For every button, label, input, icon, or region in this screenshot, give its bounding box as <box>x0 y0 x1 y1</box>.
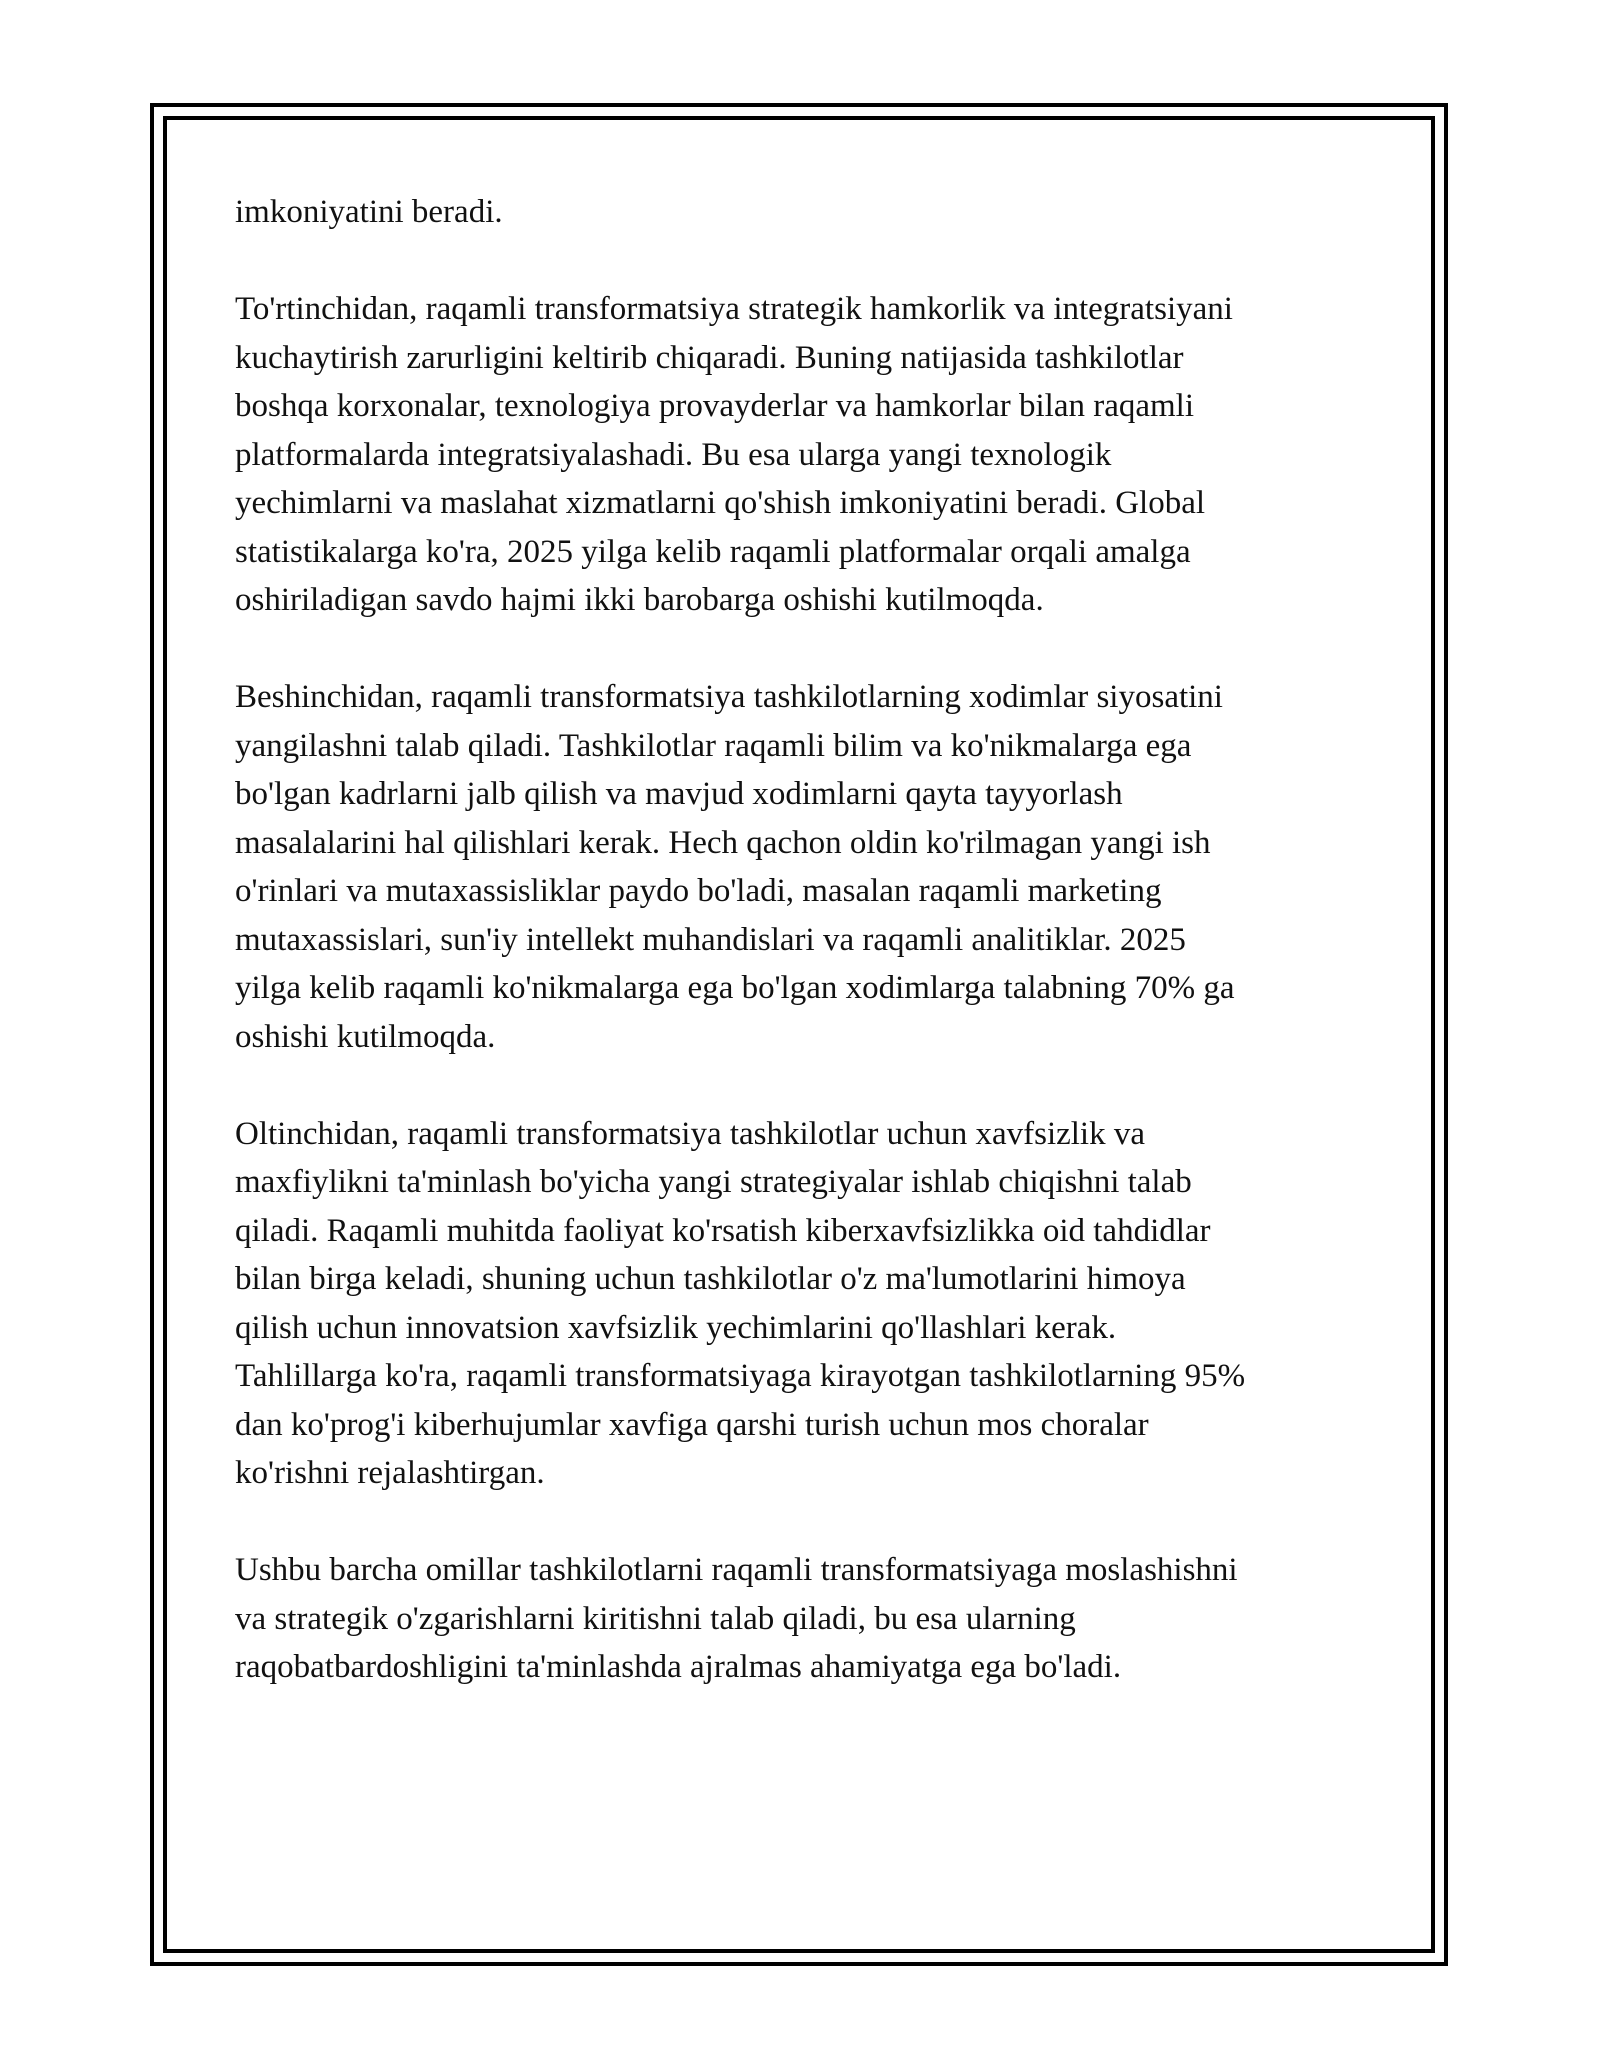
document-body <box>235 188 1375 1740</box>
text-line: va strategik o'zgarishlarni kiritishni talab qiladi, bu esa ularning <box>235 1600 1076 1637</box>
text-line: Oltinchidan, raqamli transformatsiya tashkilotlar uchun xavfsizlik va <box>235 1115 1145 1152</box>
text-line: raqobatbardoshligini ta'minlashda ajralmas ahamiyatga ega bo'ladi. <box>235 1649 1122 1685</box>
text-line: bo'lgan kadrlarni jalb qilish va mavjud xodimlarni qayta tayyorlash <box>235 776 1123 812</box>
text-line: yechimlarni va maslahat xizmatlarni qo'shish imkoniyatini beradi. Global <box>235 485 1206 521</box>
text-line: yilga kelib raqamli ko'nikmalarga ega bo'lgan xodimlarga talabning 70% ga <box>235 970 1235 1006</box>
text-line: platformalarda integratsiyalashadi. Bu esa ularga yangi texnologik <box>235 436 1112 473</box>
text-line: Beshinchidan, raqamli transformatsiya tashkilotlarning xodimlar siyosatini <box>235 679 1223 715</box>
text-line: oshishi kutilmoqda. <box>235 1018 496 1055</box>
text-line: yangilashni talab qiladi. Tashkilotlar raqamli bilim va ko'nikmalarga ega <box>235 727 1192 764</box>
text-line: oshiriladigan savdo hajmi ikki barobarga oshishi kutilmoqda. <box>235 582 1044 618</box>
paragraph-conclusion <box>235 1546 1375 1692</box>
text-line: qiladi. Raqamli muhitda faoliyat ko'rsatish kiberxavfsizlikka oid tahdidlar <box>235 1212 1211 1249</box>
paragraph-fifth-point <box>235 673 1375 1061</box>
text-line: o'rinlari va mutaxassisliklar paydo bo'ladi, masalan raqamli marketing <box>235 873 1162 909</box>
text-line: qilish uchun innovatsion xavfsizlik yechimlarini qo'llashlari kerak. <box>235 1309 1117 1346</box>
text-line: boshqa korxonalar, texnologiya provayderlar va hamkorlar bilan raqamli <box>235 388 1195 424</box>
paragraph-sixth-point <box>235 1110 1375 1498</box>
paragraph-fourth-point <box>235 285 1375 625</box>
text-line: Ushbu barcha omillar tashkilotlarni raqamli transformatsiyaga moslashishni <box>235 1552 1238 1588</box>
paragraph-continuation <box>235 188 1375 237</box>
text-line: statistikalarga ko'ra, 2025 yilga kelib raqamli platformalar orqali amalga <box>235 533 1191 570</box>
text-line: Tahlillarga ko'ra, raqamli transformatsiyaga kirayotgan tashkilotlarning 95% <box>235 1358 1246 1394</box>
text-line: dan ko'prog'i kiberhujumlar xavfiga qarshi turish uchun mos choralar <box>235 1406 1149 1443</box>
text-line: ko'rishni rejalashtirgan. <box>235 1455 545 1491</box>
text-line: bilan birga keladi, shuning uchun tashkilotlar o'z ma'lumotlarini himoya <box>235 1261 1186 1297</box>
text-line: kuchaytirish zarurligini keltirib chiqaradi. Buning natijasida tashkilotlar <box>235 339 1184 376</box>
text-line: imkoniyatini beradi. <box>235 194 503 230</box>
text-line: maxfiylikni ta'minlash bo'yicha yangi strategiyalar ishlab chiqishni talab <box>235 1164 1192 1200</box>
text-line: mutaxassislari, sun'iy intellekt muhandislari va raqamli analitiklar. 2025 <box>235 921 1186 958</box>
text-line: To'rtinchidan, raqamli transformatsiya strategik hamkorlik va integratsiyani <box>235 291 1233 327</box>
text-line: masalalarini hal qilishlari kerak. Hech qachon oldin ko'rilmagan yangi ish <box>235 824 1211 861</box>
